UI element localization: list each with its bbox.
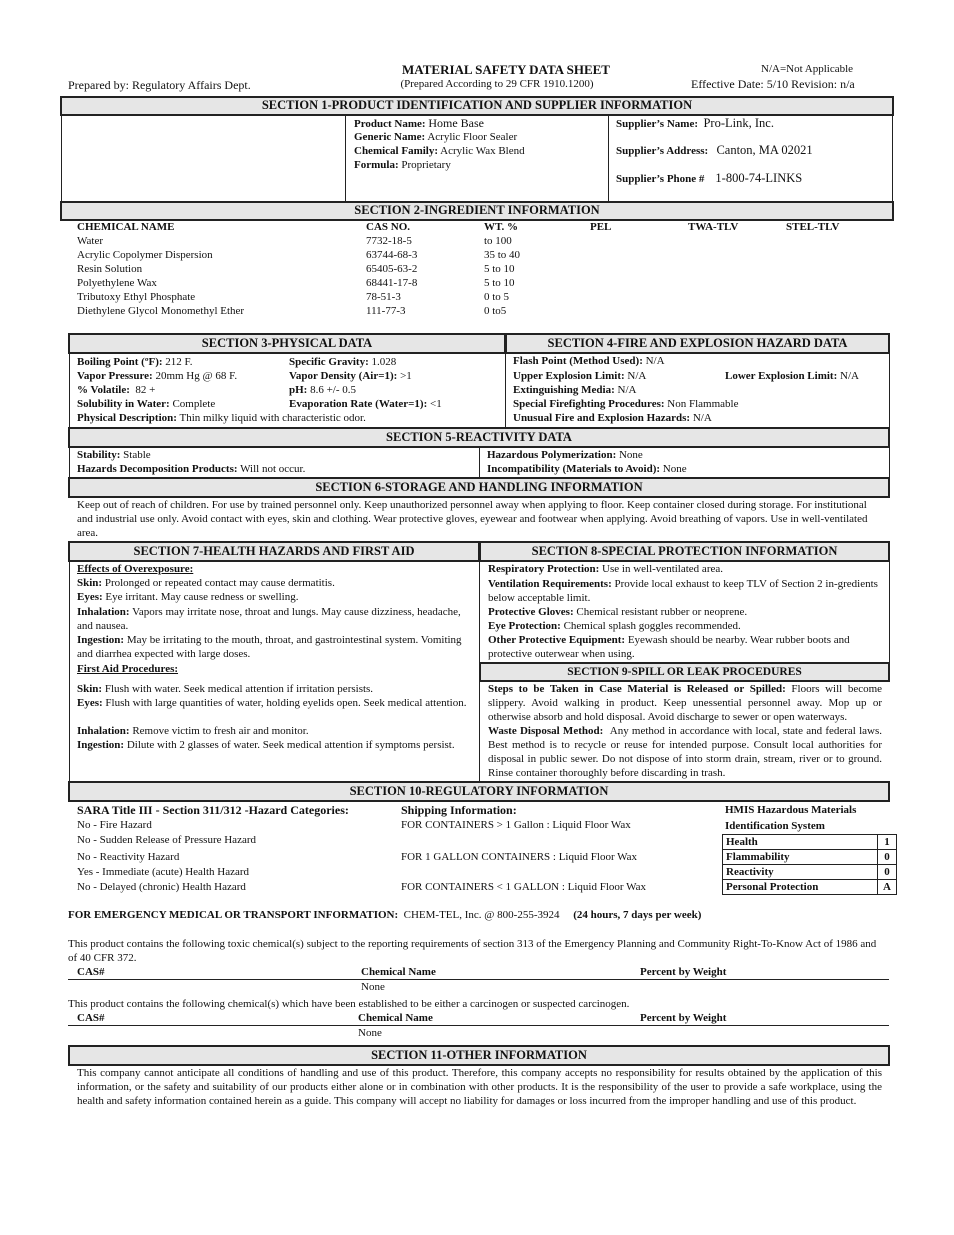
shipping-large: FOR CONTAINERS > 1 Gallon : Liquid Floor Wax: [401, 819, 631, 831]
table-cell: 65405-63-2: [366, 263, 418, 275]
effects-ingestion: Ingestion: May be irritating to the mouth, throat, and gastrointestinal system. Vomiting and diarrhea expected with large doses.: [77, 634, 462, 660]
generic-name: Generic Name: Acrylic Floor Sealer: [354, 131, 518, 143]
table-cell: 78-51-3: [366, 291, 401, 303]
section-3-header: SECTION 3-PHYSICAL DATA: [68, 333, 506, 354]
section-5-header: SECTION 5-REACTIVITY DATA: [68, 427, 890, 448]
product-name: Product Name: Home Base: [354, 116, 484, 130]
table-cell: 0 to 5: [484, 291, 510, 303]
section-1-header: SECTION 1-PRODUCT IDENTIFICATION AND SUPPLIER INFORMATION: [60, 96, 894, 116]
extinguishing-media: Extinguishing Media: N/A: [513, 384, 637, 396]
toxic-col-cas: CAS#: [77, 966, 105, 978]
supplier-address: Supplier’s Address: Canton, MA 02021: [616, 143, 813, 157]
effects-inhalation: Inhalation: Vapors may irritate nose, throat and lungs. May cause dizziness, headache, and nausea.: [77, 606, 461, 632]
other-protective-equipment: Other Protective Equipment: Eyewash should be nearby. Wear rubber boots and protective outerwear when using.: [488, 634, 850, 660]
physical-description: Physical Description: Thin milky liquid with characteristic odor.: [77, 412, 366, 424]
stability: Stability: Stable: [77, 449, 151, 461]
table-row: [723, 835, 897, 850]
section-6-header: SECTION 6-STORAGE AND HANDLING INFORMATION: [68, 477, 890, 498]
emergency-info: FOR EMERGENCY MEDICAL OR TRANSPORT INFORMATION: CHEM-TEL, Inc. @ 800-255-3924 (24 hours, 7 days per week): [68, 909, 702, 921]
ingredient-col-pel: PEL: [590, 221, 612, 233]
carcinogen-text: This product contains the following chemical(s) which have been established to be either a carcinogen or suspected carcinogen.: [68, 998, 630, 1010]
first-aid-ingestion: Ingestion: Dilute with 2 glasses of water. Seek medical attention if symptoms persist.: [77, 739, 455, 751]
formula: Formula: Proprietary: [354, 159, 451, 171]
table-row: Resin Solution: [77, 263, 143, 275]
table-row: [723, 880, 897, 895]
respiratory-protection: Respiratory Protection: Use in well-ventilated area.: [488, 563, 723, 575]
ingredient-col-cas: CAS NO.: [366, 221, 411, 233]
ingredient-col-twa: TWA-TLV: [688, 221, 739, 233]
effects-skin: Skin: Prolonged or repeated contact may cause dermatitis.: [77, 577, 335, 589]
hmis-value: 0: [878, 865, 897, 880]
sara-fire: No - Fire Hazard: [77, 819, 152, 831]
sara-chronic: No - Delayed (chronic) Health Hazard: [77, 881, 246, 893]
table-row: Tributoxy Ethyl Phosphate: [77, 291, 196, 303]
hmis-value: A: [878, 880, 897, 895]
shipping-small: FOR CONTAINERS < 1 GALLON : Liquid Floor Wax: [401, 881, 647, 893]
first-aid-eyes: Eyes: Flush with large quantities of water, holding eyelids open. Seek medical attention.: [77, 697, 467, 709]
first-aid-procedures: First Aid Procedures:: [77, 663, 179, 675]
hmis-title: HMIS Hazardous Materials: [725, 804, 857, 816]
special-firefighting: Special Firefighting Procedures: Non Flammable: [513, 398, 739, 410]
hmis-label: Personal Protection: [723, 880, 878, 895]
effects-eyes: Eyes: Eye irritant. May cause redness or swelling.: [77, 591, 299, 603]
table-row: Polyethylene Wax: [77, 277, 157, 289]
boiling-point: Boiling Point (ºF): 212 F.: [77, 356, 193, 368]
decomposition-products: Hazards Decomposition Products: Will not occur.: [77, 463, 306, 475]
toxic-none: None: [361, 981, 385, 993]
table-cell: to 100: [484, 235, 512, 247]
eye-protection: Eye Protection: Chemical splash goggles recommended.: [488, 620, 741, 632]
section-2-header: SECTION 2-INGREDIENT INFORMATION: [60, 201, 894, 221]
table-row: [723, 865, 897, 880]
ingredient-col-name: CHEMICAL NAME: [77, 221, 175, 233]
prepared-by: Prepared by: Regulatory Affairs Dept.: [68, 78, 251, 92]
first-aid-skin: Skin: Flush with water. Seek medical attention if irritation persists.: [77, 683, 374, 695]
unusual-fire-hazards: Unusual Fire and Explosion Hazards: N/A: [513, 412, 712, 424]
protective-gloves: Protective Gloves: Chemical resistant rubber or neoprene.: [488, 606, 748, 618]
effects-of-overexposure: Effects of Overexposure:: [77, 563, 194, 575]
table-cell: 0 to5: [484, 305, 507, 317]
evaporation-rate: Evaporation Rate (Water=1): <1: [289, 398, 442, 410]
table-cell: 68441-17-8: [366, 277, 418, 289]
chemical-family: Chemical Family: Acrylic Wax Blend: [354, 145, 525, 157]
table-row: Diethylene Glycol Monomethyl Ether: [77, 305, 245, 317]
hmis-subtitle: Identification System: [725, 820, 825, 832]
vapor-density: Vapor Density (Air=1): >1: [289, 370, 412, 382]
carc-none: None: [358, 1027, 382, 1039]
table-cell: 63744-68-3: [366, 249, 418, 261]
shipping-title: Shipping Information:: [401, 803, 517, 817]
solubility: Solubility in Water: Complete: [77, 398, 216, 410]
table-cell: 35 to 40: [484, 249, 521, 261]
table-cell: 7732-18-5: [366, 235, 412, 247]
waste-disposal: Waste Disposal Method: Any method in accordance with local, state and federal laws. Best method is to recycle or reuse for intended purpose. Consult local authorities for disposal in public sewer. Do not dispose of into storm drain, stream, river or to ground. Rinse container thoroughly before discarding in trash.: [488, 725, 883, 779]
hmis-value: 1: [878, 835, 897, 850]
toxic-chemicals-text: This product contains the following toxic chemical(s) subject to the reporting requirements of section 313 of the Emergency Planning and Community Right-To-Know Act of 1986 and of 40 CFR 372.: [68, 938, 877, 964]
table-row: Water: [77, 235, 103, 247]
hmis-value: 0: [878, 850, 897, 865]
section-10-header: SECTION 10-REGULATORY INFORMATION: [68, 781, 890, 802]
specific-gravity: Specific Gravity: 1.028: [289, 356, 397, 368]
supplier-name: Supplier’s Name: Pro-Link, Inc.: [616, 116, 774, 130]
toxic-col-pct: Percent by Weight: [640, 966, 727, 978]
sara-title: SARA Title III - Section 311/312 -Hazard Categories:: [77, 803, 349, 817]
table-row: Acrylic Copolymer Dispersion: [77, 249, 213, 261]
toxic-col-name: Chemical Name: [361, 966, 436, 978]
document-title: MATERIAL SAFETY DATA SHEET: [402, 62, 610, 77]
sara-acute: Yes - Immediate (acute) Health Hazard: [77, 866, 250, 878]
first-aid-inhalation: Inhalation: Remove victim to fresh air and monitor.: [77, 725, 309, 737]
percent-volatile: % Volatile: 82 +: [77, 384, 156, 396]
shipping-one-gallon: FOR 1 GALLON CONTAINERS : Liquid Floor Wax: [401, 851, 638, 863]
na-note: N/A=Not Applicable: [761, 63, 854, 75]
section-11-header: SECTION 11-OTHER INFORMATION: [68, 1045, 890, 1066]
document-subtitle: (Prepared According to 29 CFR 1910.1200): [400, 78, 594, 90]
table-cell: 5 to 10: [484, 277, 515, 289]
section-7-header: SECTION 7-HEALTH HAZARDS AND FIRST AID: [68, 541, 480, 562]
effective-date: Effective Date: 5/10 Revision: n/a: [691, 77, 855, 91]
carc-col-cas: CAS#: [77, 1012, 105, 1024]
section-8-header: SECTION 8-SPECIAL PROTECTION INFORMATION: [479, 541, 890, 562]
flash-point: Flash Point (Method Used): N/A: [513, 355, 665, 367]
carc-col-pct: Percent by Weight: [640, 1012, 727, 1024]
other-information-text: This company cannot anticipate all conditions of handling and use of this product. Therefore, this company accepts no responsibility for results obtained by the application of this information, or the safety and suitability of our products either alone or in combination with other products. It is the responsibility of the user to provide a safe workplace, using the health and safety information contained herein as a guide. This company will accept no liability for damages or loss incurred from the improper handling and use of this product.: [77, 1067, 882, 1107]
sara-reactivity: No - Reactivity Hazard: [77, 851, 180, 863]
hazardous-polymerization: Hazardous Polymerization: None: [487, 449, 643, 461]
table-row: [723, 850, 897, 865]
section-9-header: SECTION 9-SPILL OR LEAK PROCEDURES: [479, 662, 890, 682]
table-cell: 111-77-3: [366, 305, 406, 317]
ingredient-col-stel: STEL-TLV: [786, 221, 840, 233]
hmis-label: Health: [723, 835, 878, 850]
table-cell: 5 to 10: [484, 263, 515, 275]
section-4-header: SECTION 4-FIRE AND EXPLOSION HAZARD DATA: [505, 333, 890, 354]
upper-explosion-limit: Upper Explosion Limit: N/A: [513, 370, 647, 382]
hmis-label: Flammability: [723, 850, 878, 865]
hmis-label: Reactivity: [723, 865, 878, 880]
spill-steps: Steps to be Taken in Case Material is Released or Spilled: Floors will become slippery. Avoid walking in product. Keep unessential personnel away. Mop up or otherwise absorb and hold disposal. Avoid discharge to sewer or open waterways.: [488, 683, 883, 723]
ingredient-col-wt: WT. %: [484, 221, 519, 233]
vapor-pressure: Vapor Pressure: 20mm Hg @ 68 F.: [77, 370, 238, 382]
sara-pressure: No - Sudden Release of Pressure Hazard: [77, 834, 256, 846]
ventilation-requirements: Ventilation Requirements: Provide local exhaust to keep TLV of Section 2 in-gredients below acceptable limit.: [488, 578, 878, 604]
incompatibility: Incompatibility (Materials to Avoid): None: [487, 463, 687, 475]
carc-col-name: Chemical Name: [358, 1012, 433, 1024]
hmis-table: [722, 834, 897, 895]
lower-explosion-limit: Lower Explosion Limit: N/A: [725, 370, 859, 382]
supplier-phone: Supplier’s Phone # 1-800-74-LINKS: [616, 171, 803, 185]
ph-value: pH: 8.6 +/- 0.5: [289, 384, 357, 396]
storage-handling-text: Keep out of reach of children. For use by trained personnel only. Keep unauthorized personnel away when applying to floor. Keep container closed during storage. For institutional and industrial use only. Avoid contact with eyes, skin and clothing. Wear protective gloves, eyewear and footwear when applying. Avoid breathing of vapors. Use in well-ventilated area.: [77, 499, 868, 539]
